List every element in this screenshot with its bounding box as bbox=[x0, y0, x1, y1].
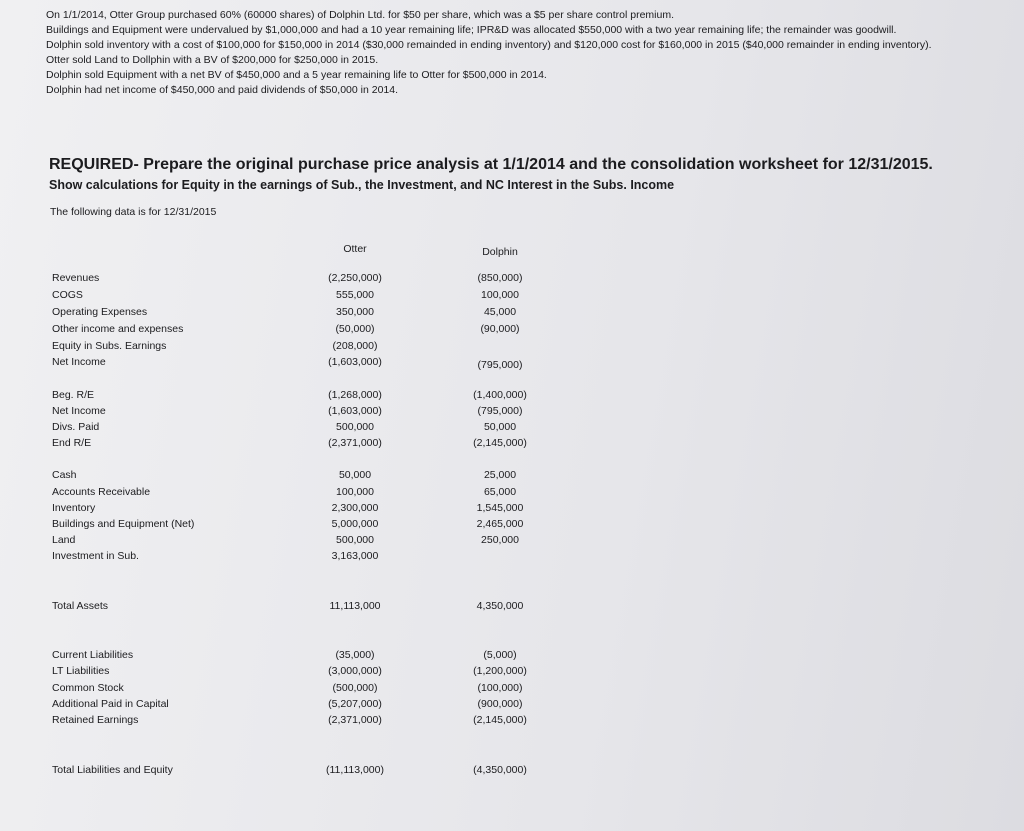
dolphin-value: 2,465,000 bbox=[476, 518, 524, 530]
dolphin-value: (2,145,000) bbox=[473, 714, 527, 726]
dolphin-value: 45,000 bbox=[483, 306, 517, 318]
intro-line: Dolphin had net income of $450,000 and paid dividends of $50,000 in 2014. bbox=[46, 84, 399, 96]
otter-value: 3,163,000 bbox=[331, 550, 379, 562]
row-label: Accounts Receivable bbox=[52, 486, 151, 498]
otter-value: (3,000,000) bbox=[328, 665, 382, 677]
table-row bbox=[0, 714, 700, 730]
otter-value: (208,000) bbox=[332, 340, 378, 352]
dolphin-value: (795,000) bbox=[477, 405, 523, 417]
table-row bbox=[0, 389, 700, 405]
dolphin-value: (850,000) bbox=[477, 272, 523, 284]
table-row bbox=[0, 306, 700, 322]
row-label: Cash bbox=[52, 469, 77, 481]
dolphin-value: (2,145,000) bbox=[473, 437, 527, 449]
required-heading: REQUIRED- Prepare the original purchase price analysis at 1/1/2014 and the consolidation worksheet for 12/31/2015. bbox=[49, 156, 933, 173]
otter-value: 50,000 bbox=[338, 469, 372, 481]
table-row bbox=[0, 534, 700, 550]
table-row bbox=[0, 665, 700, 681]
otter-value: (500,000) bbox=[332, 682, 378, 694]
dolphin-value: (795,000) bbox=[477, 359, 523, 371]
row-label: Buildings and Equipment (Net) bbox=[52, 518, 195, 530]
otter-value: (1,268,000) bbox=[328, 389, 382, 401]
table-row bbox=[0, 323, 700, 339]
otter-value: (35,000) bbox=[335, 649, 375, 661]
row-label: End R/E bbox=[52, 437, 92, 449]
row-label: Additional Paid in Capital bbox=[52, 698, 169, 710]
row-label: Other income and expenses bbox=[52, 323, 184, 335]
table-row bbox=[0, 600, 700, 616]
otter-value: (11,113,000) bbox=[326, 764, 384, 776]
dolphin-value: 25,000 bbox=[483, 469, 517, 481]
otter-value: (1,603,000) bbox=[328, 356, 382, 368]
table-row bbox=[0, 469, 700, 485]
column-header-dolphin: Dolphin bbox=[482, 246, 518, 258]
dolphin-value: 50,000 bbox=[483, 421, 517, 433]
row-label: Total Assets bbox=[52, 600, 109, 612]
otter-value: (1,603,000) bbox=[328, 405, 382, 417]
otter-value: (2,371,000) bbox=[328, 437, 382, 449]
row-label: Net Income bbox=[52, 356, 106, 368]
otter-value: 2,300,000 bbox=[331, 502, 379, 514]
dolphin-value: 4,350,000 bbox=[476, 600, 524, 612]
dolphin-value: (5,000) bbox=[483, 649, 517, 661]
table-row bbox=[0, 340, 700, 356]
intro-line: Dolphin sold inventory with a cost of $100,000 for $150,000 in 2014 ($30,000 remainded in ending inventory) and $120,000 cost for $160,000 in 2015 ($40,000 remainder in ending inventory). bbox=[46, 39, 932, 51]
table-row bbox=[0, 682, 700, 698]
table-row bbox=[0, 764, 700, 780]
row-label: Retained Earnings bbox=[52, 714, 139, 726]
otter-value: 100,000 bbox=[336, 486, 374, 498]
table-row bbox=[0, 518, 700, 534]
table-row bbox=[0, 698, 700, 714]
table-row bbox=[0, 272, 700, 288]
row-label: Beg. R/E bbox=[52, 389, 95, 401]
row-label: Equity in Subs. Earnings bbox=[52, 340, 167, 352]
dolphin-value: (1,200,000) bbox=[473, 665, 527, 677]
problem-statement bbox=[46, 8, 1021, 98]
dolphin-value: (900,000) bbox=[477, 698, 523, 710]
otter-value: (5,207,000) bbox=[328, 698, 382, 710]
date-note: The following data is for 12/31/2015 bbox=[50, 206, 217, 218]
otter-value: 500,000 bbox=[336, 421, 374, 433]
row-label: Revenues bbox=[52, 272, 100, 284]
row-label: Investment in Sub. bbox=[52, 550, 139, 562]
row-label: Common Stock bbox=[52, 682, 124, 694]
otter-value: 5,000,000 bbox=[331, 518, 379, 530]
intro-line: Otter sold Land to Dollphin with a BV of $200,000 for $250,000 in 2015. bbox=[46, 54, 379, 66]
table-row bbox=[0, 486, 700, 502]
row-label: Inventory bbox=[52, 502, 96, 514]
row-label: Total Liabilities and Equity bbox=[52, 764, 173, 776]
row-label: Divs. Paid bbox=[52, 421, 100, 433]
row-label: Land bbox=[52, 534, 76, 546]
intro-line: Buildings and Equipment were undervalued by $1,000,000 and had a 10 year remaining life; IPR&D was allocated $550,000 with a two year remaining life; the remainder was goodwill. bbox=[46, 24, 897, 36]
row-label: Current Liabilities bbox=[52, 649, 134, 661]
table-row bbox=[0, 356, 700, 372]
dolphin-value: 250,000 bbox=[481, 534, 519, 546]
required-subheading: Show calculations for Equity in the earnings of Sub., the Investment, and NC Interest in the Subs. Income bbox=[49, 178, 675, 192]
dolphin-value: 100,000 bbox=[481, 289, 519, 301]
table-row bbox=[0, 550, 700, 566]
table-row bbox=[0, 649, 700, 665]
dolphin-value: (90,000) bbox=[480, 323, 520, 335]
otter-value: 555,000 bbox=[336, 289, 374, 301]
dolphin-value: (100,000) bbox=[477, 682, 523, 694]
row-label: COGS bbox=[52, 289, 83, 301]
table-row bbox=[0, 502, 700, 518]
table-row bbox=[0, 437, 700, 453]
otter-value: 11,113,000 bbox=[329, 600, 381, 612]
otter-value: (50,000) bbox=[335, 323, 375, 335]
dolphin-value: (1,400,000) bbox=[473, 389, 527, 401]
row-label: Net Income bbox=[52, 405, 106, 417]
otter-value: (2,371,000) bbox=[328, 714, 382, 726]
intro-line: Dolphin sold Equipment with a net BV of $450,000 and a 5 year remaining life to Otter for $500,000 in 2014. bbox=[46, 69, 547, 81]
otter-value: (2,250,000) bbox=[328, 272, 382, 284]
row-label: LT Liabilities bbox=[52, 665, 110, 677]
dolphin-value: 65,000 bbox=[483, 486, 517, 498]
otter-value: 500,000 bbox=[336, 534, 374, 546]
dolphin-value: (4,350,000) bbox=[473, 764, 527, 776]
dolphin-value: 1,545,000 bbox=[476, 502, 524, 514]
table-row bbox=[0, 289, 700, 305]
intro-line: On 1/1/2014, Otter Group purchased 60% (60000 shares) of Dolphin Ltd. for $50 per share, which was a $5 per share control premium. bbox=[46, 9, 675, 21]
table-row bbox=[0, 405, 700, 421]
row-label: Operating Expenses bbox=[52, 306, 148, 318]
column-header-otter: Otter bbox=[343, 243, 367, 255]
table-row bbox=[0, 421, 700, 437]
otter-value: 350,000 bbox=[336, 306, 374, 318]
